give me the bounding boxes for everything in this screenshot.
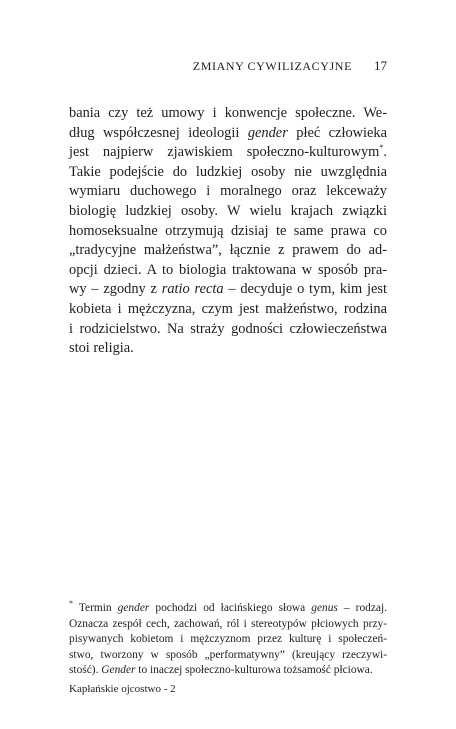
text-run: bania czy też umowy i konwencje społeczne. We- — [69, 105, 387, 121]
text-line — [69, 261, 387, 281]
signature-mark: Kapłańskie ojcostwo - 2 — [69, 683, 176, 695]
running-header — [69, 58, 387, 74]
text-line — [69, 222, 387, 242]
text-run: jest najpierw zjawiskiem społeczno-kulturowym — [69, 144, 380, 161]
italic-term: genus — [311, 602, 338, 614]
footnote-line — [69, 648, 387, 664]
text-run: Takie podejście do ludzkiej osoby nie uwzględnia — [69, 163, 387, 180]
text-line — [69, 339, 387, 359]
text-run: opcji dzieci. A to biologia traktowana w sposób pra- — [69, 261, 387, 278]
text-run: . — [383, 144, 387, 161]
text-run: pisywanych kobietom i mężczyznom przez kulturę i społeczeń- — [69, 633, 387, 646]
italic-term: Gender — [101, 664, 136, 677]
text-line — [69, 143, 387, 163]
text-run: Termin — [73, 602, 118, 614]
text-run: stwo, tworzony w sposób „performatywny” (kreujący rzeczywi- — [69, 648, 387, 661]
text-line — [69, 241, 387, 261]
text-line — [69, 280, 387, 300]
main-paragraph — [69, 104, 387, 359]
text-run: – rodzaj. — [337, 602, 387, 614]
italic-term: ratio recta — [161, 281, 224, 298]
text-run: wymiaru duchowego i moralnego oraz lekceważy — [69, 183, 387, 200]
text-run: płeć człowieka — [287, 124, 387, 141]
text-run: „tradycyjne małżeństwa”, łącznie z prawem do ad- — [69, 242, 387, 259]
running-title: ZMIANY CYWILIZACYJNE — [192, 59, 352, 73]
text-line — [69, 320, 387, 340]
page-number: 17 — [374, 58, 387, 73]
text-run: stoi religia. — [69, 340, 134, 357]
text-run: homoseksualne otrzymują dzisiaj te same prawa co — [69, 222, 387, 239]
footnote — [69, 601, 387, 679]
footnote-line — [69, 601, 387, 617]
text-run: – decyduje o tym, kim jest — [223, 281, 387, 298]
footnote-line — [69, 632, 387, 648]
text-run: biologię ludzkiej osoby. W wielu krajach związki — [69, 202, 387, 219]
text-run: dług współczesnej ideologii — [69, 124, 248, 141]
text-line — [69, 182, 387, 202]
text-line — [69, 124, 387, 144]
text-run: wy – zgodny z — [69, 281, 162, 298]
text-run: pochodzi od łacińskiego słowa — [149, 602, 312, 614]
italic-term: gender — [117, 602, 150, 614]
text-line — [69, 202, 387, 222]
text-line — [69, 104, 387, 124]
footnote-line — [69, 617, 387, 633]
text-run: stość). — [69, 664, 102, 677]
text-line — [69, 300, 387, 320]
footnote-line — [69, 663, 387, 679]
footnote-marker: * — [379, 143, 384, 153]
text-run: kobieta i mężczyzna, czym jest małżeństwo, rodzina — [69, 300, 387, 317]
footnote-marker: * — [69, 599, 73, 609]
italic-term: gender — [247, 124, 288, 141]
text-line — [69, 163, 387, 183]
text-run: i rodzicielstwo. Na straży godności człowieczeństwa — [69, 320, 387, 337]
text-run: Oznacza zespół cech, zachowań, ról i stereotypów płciowych przy- — [69, 617, 387, 630]
text-run: to inaczej społeczno-kulturowa tożsamość płciowa. — [135, 664, 373, 677]
